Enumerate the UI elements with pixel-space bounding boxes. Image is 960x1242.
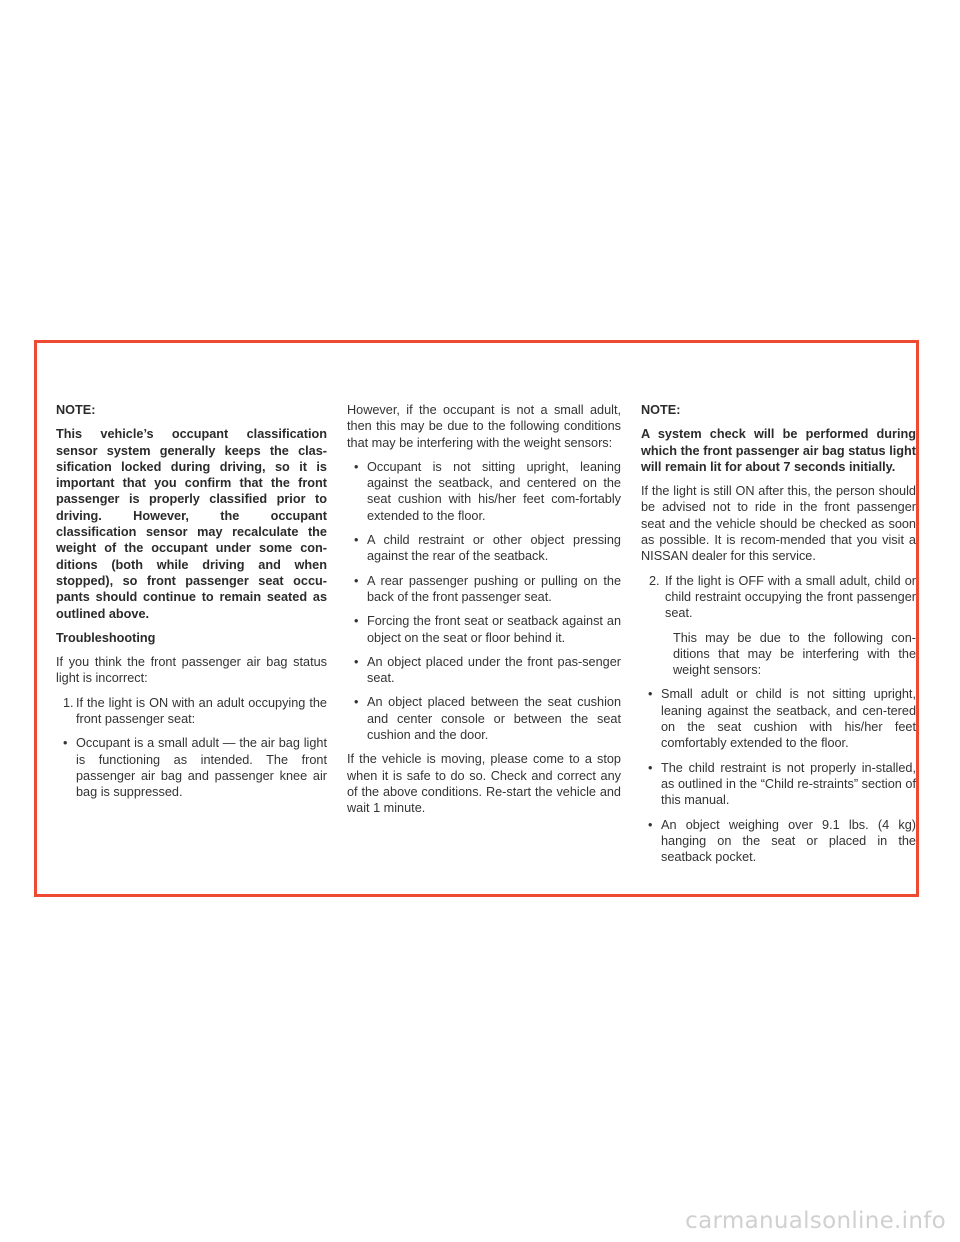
column-2-intro: However, if the occupant is not a small adult, then this may be due to the following conditions that may be interfering with the weight sensors:: [347, 403, 621, 450]
warning-box: [34, 340, 919, 897]
list-item-text: Occupant is a small adult — the air bag light is functioning as intended. The front passenger air bag and passenger knee air bag is suppressed.: [76, 736, 327, 800]
item-number: 1.: [63, 695, 74, 710]
column-1: [56, 402, 327, 809]
bullet-icon: •: [648, 817, 653, 832]
list-item-text: A child restraint or other object pressing against the rear of the seatback.: [367, 533, 621, 564]
bullet-list: [347, 459, 621, 743]
list-item-text: An object weighing over 9.1 lbs. (4 kg) hanging on the seat or placed in the seatback pocket.: [661, 817, 916, 865]
list-item: [56, 735, 327, 800]
item-text: If the light is OFF with a small adult, child or child restraint occupying the front passenger seat.: [665, 573, 916, 621]
bullet-icon: •: [63, 736, 68, 751]
list-item: [641, 760, 916, 809]
list-item: [347, 694, 621, 743]
bullet-icon: •: [354, 459, 359, 474]
note-text: This vehicle’s occupant classification sensor system generally keeps the clas-sification locked during driving, so it is important that you confirm that the front passenger is properly classified prior to driving. However, the occupant classification sensor may recalculate the weight of the occupant under some con-ditions (both while driving and when stopped), so front passenger seat occu-pants should continue to remain seated as outlined above.: [56, 427, 327, 621]
column-2-closing: If the vehicle is moving, please come to a stop when it is safe to do so. Check and correct any of the above conditions. Re-start the vehicle and wait 1 minute.: [347, 752, 621, 816]
list-item: [347, 654, 621, 687]
note-label: NOTE:: [641, 403, 681, 417]
column-3: [641, 402, 916, 873]
bullet-list: [641, 686, 916, 865]
troubleshooting-heading: Troubleshooting: [56, 630, 156, 645]
bullet-icon: •: [354, 533, 359, 548]
bullet-icon: •: [648, 760, 653, 775]
item-2-subparagraph: This may be due to the following con-ditions that may be interfering with the weight sensors:: [673, 630, 916, 678]
note-text: A system check will be performed during which the front passenger air bag status light will remain lit for about 7 seconds initially.: [641, 427, 916, 474]
bullet-icon: •: [648, 687, 653, 702]
list-item: [641, 686, 916, 751]
list-item: [347, 573, 621, 606]
list-item-text: Occupant is not sitting upright, leaning against the seatback, and centered on the seat cushion with his/her feet com-fortably extended to the floor.: [367, 459, 621, 523]
list-item: [641, 817, 916, 866]
bullet-icon: •: [354, 573, 359, 588]
list-item: [347, 532, 621, 565]
list-item: [347, 613, 621, 646]
item-text: If the light is ON with an adult occupying the front passenger seat:: [76, 695, 327, 727]
list-item: [347, 459, 621, 524]
list-item-text: Forcing the front seat or seatback against an object on the seat or floor behind it.: [367, 614, 621, 645]
bullet-list: [56, 735, 327, 800]
watermark: carmanualsonline.info: [685, 1208, 946, 1234]
list-item-text: An object placed under the front pas-senger seat.: [367, 654, 621, 686]
note-label: NOTE:: [56, 403, 96, 417]
column-2: [347, 402, 621, 825]
list-item-text: The child restraint is not properly in-stalled, as outlined in the “Child re-straints” section of this manual.: [661, 760, 916, 808]
bullet-icon: •: [354, 695, 359, 710]
numbered-item-1: [56, 695, 327, 728]
item-number: 2.: [649, 573, 660, 588]
numbered-item-2: [641, 573, 916, 622]
bullet-icon: •: [354, 614, 359, 629]
column-3-paragraph: If the light is still ON after this, the person should be advised not to ride in the front passenger seat and the vehicle should be checked as soon as possible. It is recom-mended that you visit a NISSAN dealer for this service.: [641, 484, 916, 564]
troubleshooting-intro: If you think the front passenger air bag status light is incorrect:: [56, 655, 327, 686]
list-item-text: Small adult or child is not sitting upright, leaning against the seatback, and cen-tered on the seat cushion with his/her feet comfortably extended to the floor.: [661, 687, 916, 751]
list-item-text: A rear passenger pushing or pulling on the back of the front passenger seat.: [367, 573, 621, 604]
list-item-text: An object placed between the seat cushion and center console or between the seat cushion and the door.: [367, 695, 621, 743]
bullet-icon: •: [354, 654, 359, 669]
